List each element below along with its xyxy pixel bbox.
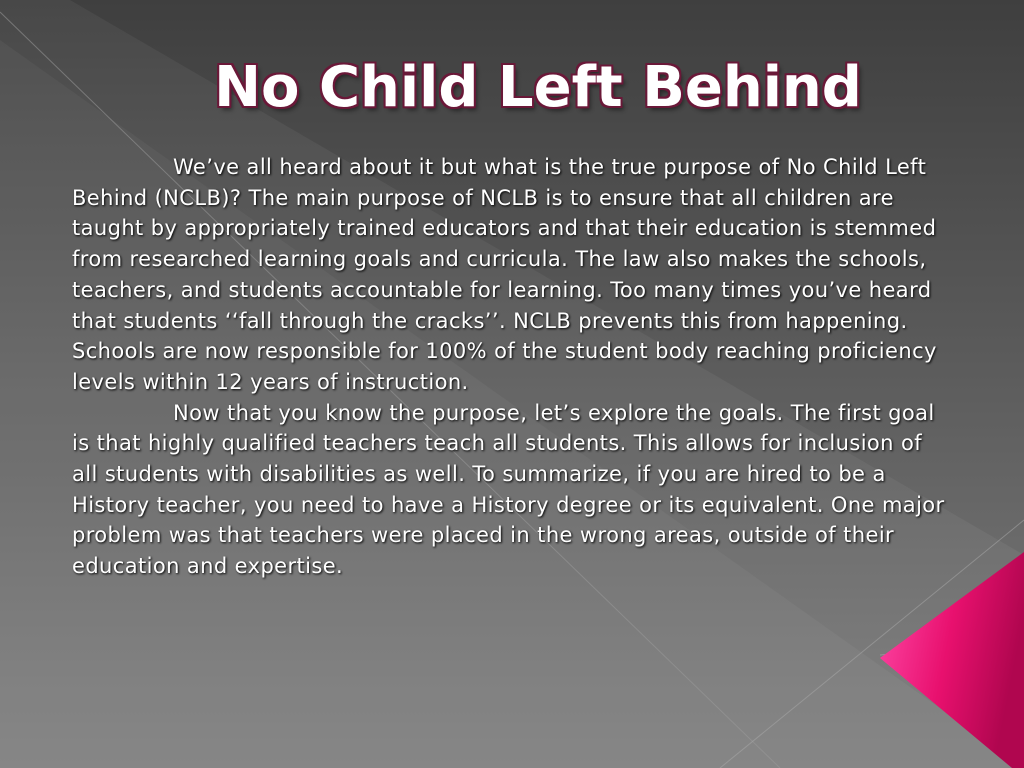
paragraph-purpose: We’ve all heard about it but what is the true purpose of No Child Left Behind (NCLB)? The main purpose of NCLB is to ensure that all children are taught by appropriately trained educators and that their education is stemmed from researched learning goals and curricula. The law also makes the schools, teachers, and students accountable for learning. Too many times you’ve heard that students ‘‘fall through the cracks’’. NCLB prevents this from happening. Schools are now responsible for 100% of the student body reaching proficiency levels within 12 years of instruction. bbox=[72, 155, 937, 394]
slide-title: No Child Left Behind bbox=[214, 55, 862, 120]
slide-body bbox=[72, 152, 948, 582]
paragraph-goals: Now that you know the purpose, let’s explore the goals. The first goal is that highly qualified teachers teach all students. This allows for inclusion of all students with disabilities as well. To summarize, if you are hired to be a History teacher, you need to have a History degree or its equivalent. One major problem was that teachers were placed in the wrong areas, outside of their education and expertise. bbox=[72, 400, 945, 579]
